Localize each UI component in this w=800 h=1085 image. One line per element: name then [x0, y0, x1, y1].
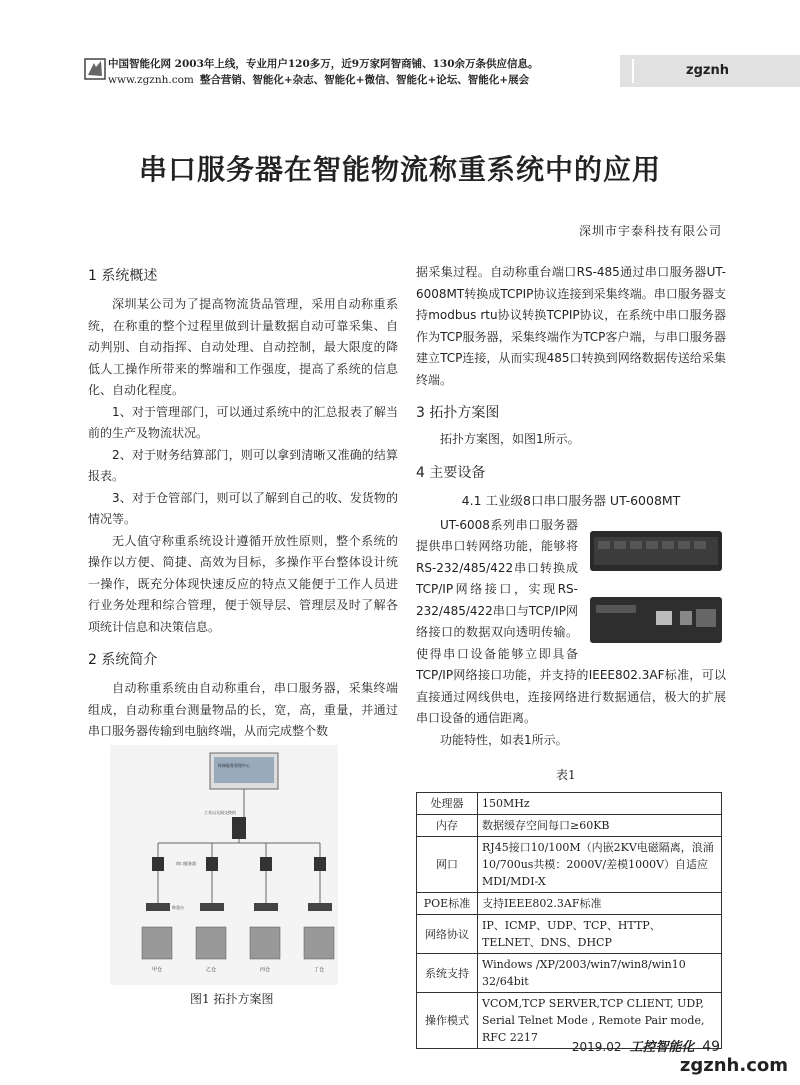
- server-label: 终端服务管理中心: [218, 763, 250, 768]
- table-cell-value: IP、ICMP、UDP、TCP、HTTP、TELNET、DNS、DHCP: [478, 915, 722, 954]
- table-cell-value: 支持IEEE802.3AF标准: [478, 893, 722, 915]
- paragraph: 深圳某公司为了提高物流货品管理，采用自动称重系统，在称重的整个过程里做到计量数据自动可靠采集、自动判别、自动指挥、自动处理、自动控制，最大限度的降低人工操作所带来的弊端和工作强度，提高了系统的信息化、自动化程度。: [88, 297, 398, 397]
- table-row: [417, 793, 722, 815]
- site-tagline: 2003年上线，专业用户120多万，近9万家阿智商铺、130余万条供应信息。: [174, 58, 539, 70]
- table-cell-key: 处理器: [417, 793, 478, 815]
- table-cell-value: RJ45接口10/100M（内嵌2KV电磁隔离，浪涌10/700us共模：2000V/差模1000V）自适应MDI/MDI-X: [478, 837, 722, 893]
- brand-tab-divider: [632, 59, 634, 83]
- section-2-heading: 2 系统简介: [88, 652, 158, 668]
- article-title: 串口服务器在智能物流称重系统中的应用: [138, 153, 661, 186]
- table-caption: 表1: [556, 768, 576, 782]
- issue-date: 2019.02: [571, 1040, 622, 1054]
- magazine-name: 工控智能化: [629, 1040, 695, 1055]
- table-cell-key: 系统支持: [417, 954, 478, 993]
- table-cell-key: 操作模式: [417, 993, 478, 1049]
- page-footer: [572, 1036, 720, 1055]
- paragraph: 无人值守称重系统设计遵循开放性原则，整个系统的操作以方便、简捷、高效为目标，多操作平台整体设计统一操作，既充分体现快速反应的特点又能便于工作人员进行业务处理和综合管理，便于领导层、管理层及时了解各项统计信息和决策信息。: [88, 533, 398, 634]
- paragraph: 2、对于财务结算部门，则可以拿到清晰又准确的结算报表。: [88, 447, 398, 483]
- paragraph: 据采集过程。自动称重台端口RS-485通过串口服务器UT-6008MT转换成TCPIP协议连接到采集终端。串口服务器支持modbus rtu协议转换TCPIP协议，在系统中串口服务器作为TCP服务器，采集终端作为TCP客户端，与串口服务器建立TCP连接，从而实现485口转换到网络数据传送给采集终端。: [416, 265, 726, 387]
- paragraph: 拓扑方案图，如图1所示。: [440, 432, 580, 446]
- warehouse-label: 丁仓: [313, 967, 325, 973]
- table-cell-key: 网口: [417, 837, 478, 893]
- paragraph: 自动称重系统由自动称重台，串口服务器，采集终端组成，自动称重台测量物品的长，宽，高，重量，并通过串口服务器传输到电脑终端，从而完成整个数: [88, 681, 398, 738]
- figure-caption: 图1 拓扑方案图: [190, 992, 274, 1006]
- table-row: [417, 893, 722, 915]
- paragraph: 功能特性，如表1所示。: [440, 732, 568, 747]
- section-1-heading: 1 系统概述: [88, 268, 158, 284]
- site-logo-icon: [84, 58, 106, 80]
- table-cell-key: 网络协议: [417, 915, 478, 954]
- table-row: [417, 837, 722, 893]
- page-number: 49: [702, 1039, 720, 1055]
- header-line-1: [108, 56, 539, 71]
- brand-tab-label: zgznh: [686, 63, 729, 78]
- table-row: [417, 954, 722, 993]
- warehouse-label: 乙仓: [205, 967, 217, 973]
- site-url[interactable]: www.zgznh.com: [108, 74, 194, 86]
- paragraph: UT-6008系列串口服务器提供串口转网络功能，能够将RS-232/485/422串口转换成TCP/IP网络接口，实现RS-232/485/422串口与TCP/IP网络接口的数据双向透明传输。使得串口设备能够立即具备TCP/IP网络接口功能，并支持的IEEE802.3AF标准，可以直接通过网线供电，连接网络进行数据通信，极大的扩展串口设备的通信距离。: [416, 517, 726, 725]
- right-column: [416, 262, 726, 751]
- table-cell-value: VCOM,TCP SERVER,TCP CLIENT, UDP, Serial Telnet Mode , Remote Pair mode, RFC 2217: [478, 993, 722, 1049]
- watermark-site: zgznh.com: [679, 1055, 788, 1076]
- paragraph: 3、对于仓管部门，则可以了解到自己的收、发货物的情况等。: [88, 490, 398, 526]
- table-cell-key: 内存: [417, 815, 478, 837]
- scale-label: 称重台: [172, 905, 184, 910]
- switch-label: 工业以太网交换机: [204, 810, 236, 815]
- article-company: 深圳市宇泰科技有限公司: [578, 224, 722, 238]
- subsection-heading: 4.1 工业级8口串口服务器 UT-6008MT: [461, 492, 681, 508]
- section-3-heading: 3 拓扑方案图: [416, 405, 500, 421]
- site-name: 中国智能化网: [108, 58, 171, 70]
- device-label: 串口服务器: [176, 861, 196, 866]
- topology-diagram: [110, 745, 338, 985]
- left-column: [88, 266, 398, 743]
- site-slogan: 整合营销、智能化+杂志、智能化+微信、智能化+论坛、智能化+展会: [199, 74, 530, 86]
- spec-table: [416, 792, 722, 1049]
- table-cell-value: 150MHz: [478, 793, 722, 815]
- table-cell-value: 数据缓存空间每口≥60KB: [478, 815, 722, 837]
- header-line-2: [108, 72, 529, 87]
- section-4-heading: 4 主要设备: [416, 464, 486, 481]
- warehouse-label: 丙仓: [259, 967, 271, 973]
- paragraph: 1、对于管理部门，可以通过系统中的汇总报表了解当前的生产及物流状况。: [88, 404, 398, 440]
- table-cell-value: Windows /XP/2003/win7/win8/win10 32/64bit: [478, 954, 722, 993]
- warehouse-label: 甲仓: [151, 967, 163, 973]
- table-row: [417, 915, 722, 954]
- product-photo: [586, 517, 726, 655]
- brand-tab: [620, 55, 800, 87]
- table-cell-key: POE标准: [417, 893, 478, 915]
- table-row: [417, 815, 722, 837]
